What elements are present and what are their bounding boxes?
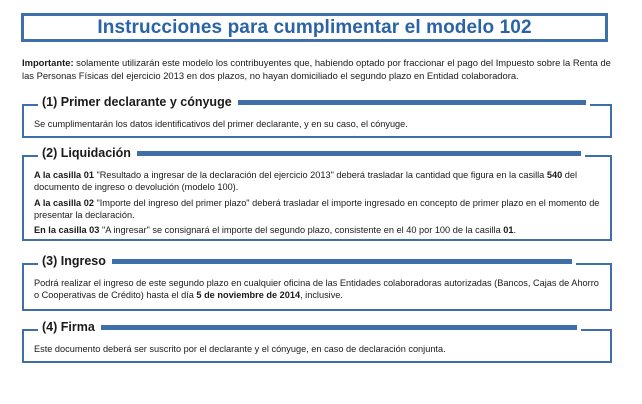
section-title: (2) Liquidación xyxy=(42,146,131,160)
casilla-540-number: 540 xyxy=(546,170,563,180)
section-title: (3) Ingreso xyxy=(42,254,106,268)
section-primer-declarante xyxy=(22,95,612,138)
casilla-01-text: "Resultado a ingresar de la declaración del ejercicio 2013" deberá trasladar la cantidad que figura en la casilla xyxy=(93,170,547,180)
section-liquidacion xyxy=(22,146,612,241)
section-header xyxy=(38,95,590,109)
section-title: (4) Firma xyxy=(42,320,95,334)
liquidacion-casilla-01 xyxy=(34,169,600,194)
intro-text: solamente utilizarán este modelo los contribuyentes que, habiendo optado por fraccionar el pago del Impuesto sobre la Renta de las Personas Físicas del ejercicio 2013 en dos plazos, no hayan domiciliado el segundo plazo en Entidad colaboradora. xyxy=(22,57,611,81)
ingreso-text xyxy=(34,277,600,302)
intro-bold-label: Importante: xyxy=(22,57,74,68)
section-header-bar xyxy=(137,151,581,156)
section-header-bar xyxy=(101,325,577,330)
section-body xyxy=(24,265,610,311)
ingreso-text-end: , inclusive. xyxy=(300,290,343,301)
casilla-03-label: En la casilla 03 xyxy=(34,225,100,236)
casilla-03-text-end: . xyxy=(513,225,517,236)
intro-paragraph xyxy=(22,57,622,82)
title-box xyxy=(21,13,608,42)
section-text: Este documento deberá ser suscrito por el declarante y el cónyuge, en caso de declaración conjunta. xyxy=(34,344,446,354)
section-text: Se cumplimentarán los datos identificativos del primer declarante, y en su caso, el cónyuge. xyxy=(34,119,408,129)
casilla-02-label: A la casilla 02 xyxy=(34,197,94,208)
section-firma xyxy=(22,320,612,363)
section-header-bar xyxy=(238,100,586,105)
liquidacion-casilla-02 xyxy=(34,197,600,222)
section-body xyxy=(24,331,610,364)
section-title: (1) Primer declarante y cónyuge xyxy=(42,95,232,109)
ingreso-text-start: Podrá realizar el ingreso de este segundo plazo en cualquier oficina de las Entidades colaboradoras autorizadas (Bancos, Cajas de Ahorro o Cooperativas de Crédito) hasta el día xyxy=(34,278,599,301)
casilla-02-text: "Importe del ingreso del primer plazo" deberá trasladar el importe ingresado en concepto de primer plazo en el momento de presentar la declaración. xyxy=(34,197,600,220)
section-header xyxy=(38,320,581,334)
section-header-bar xyxy=(112,259,572,264)
casilla-01-text-end: del documento de ingreso o devolución (modelo 100). xyxy=(34,170,578,193)
section-body xyxy=(24,157,610,245)
casilla-01-number: 01 xyxy=(503,225,514,236)
casilla-03-text: "A ingresar" se consignará el importe del segundo plazo, consistente en el 40 por 100 de la casilla xyxy=(99,225,504,236)
casilla-01-label: A la casilla 01 xyxy=(34,170,94,180)
ingreso-deadline-date: 5 de noviembre de 2014 xyxy=(196,290,301,301)
section-header xyxy=(38,254,576,268)
section-ingreso xyxy=(22,254,612,311)
page-title: Instrucciones para cumplimentar el modelo 102 xyxy=(97,16,532,38)
section-header xyxy=(38,146,585,160)
section-body xyxy=(24,106,610,139)
liquidacion-casilla-03 xyxy=(34,224,600,236)
